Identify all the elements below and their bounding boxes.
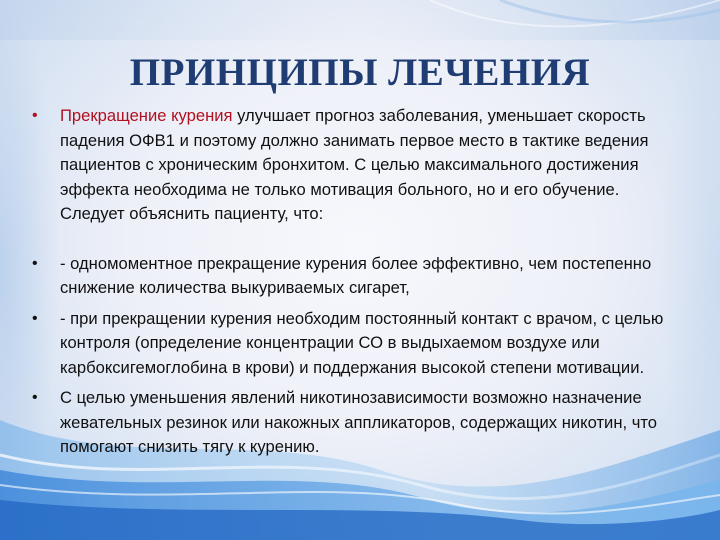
bullet-list [32,104,672,460]
bullet-dot-icon: • [32,107,38,124]
bullet-text: С целью уменьшения явлений никотинозависимости возможно назначение жевательных резинок или накожных аппликаторов, содержащих никотин, что помогают снизить тягу к курению. [60,388,657,456]
bullet-dot-icon: • [32,389,38,406]
highlighted-phrase: Прекращение курения [60,106,233,125]
bullet-item [32,307,672,381]
slide-title: ПРИНЦИПЫ ЛЕЧЕНИЯ [129,51,591,94]
bullet-body: улучшает прогноз заболевания, уменьшает скорость падения ОФВ1 и поэтому должно занимать первое место в тактике ведения пациентов с хроническим бронхитом. С целью максимального достижения эффекта необходима не только мотивация больного, но и его обучение. Следует объяснить пациенту, что: [60,106,649,223]
bullet-text: - одномоментное прекращение курения более эффективно, чем постепенно снижение количества выкуриваемых сигарет, [60,253,652,297]
bullet-dot-icon: • [32,309,38,327]
bullet-item [32,104,672,227]
bullet-text: - при прекращении курения необходим постоянный контакт с врачом, с целью контроля (определение концентрации СО в выдыхаемом воздухе или карбоксигемоглобина в крови) и поддержания высокой степени мотивации. [60,308,664,377]
bullet-item [32,252,672,301]
bullet-item [32,386,672,460]
bullet-dot-icon: • [32,254,38,272]
bullet-text [60,104,672,227]
